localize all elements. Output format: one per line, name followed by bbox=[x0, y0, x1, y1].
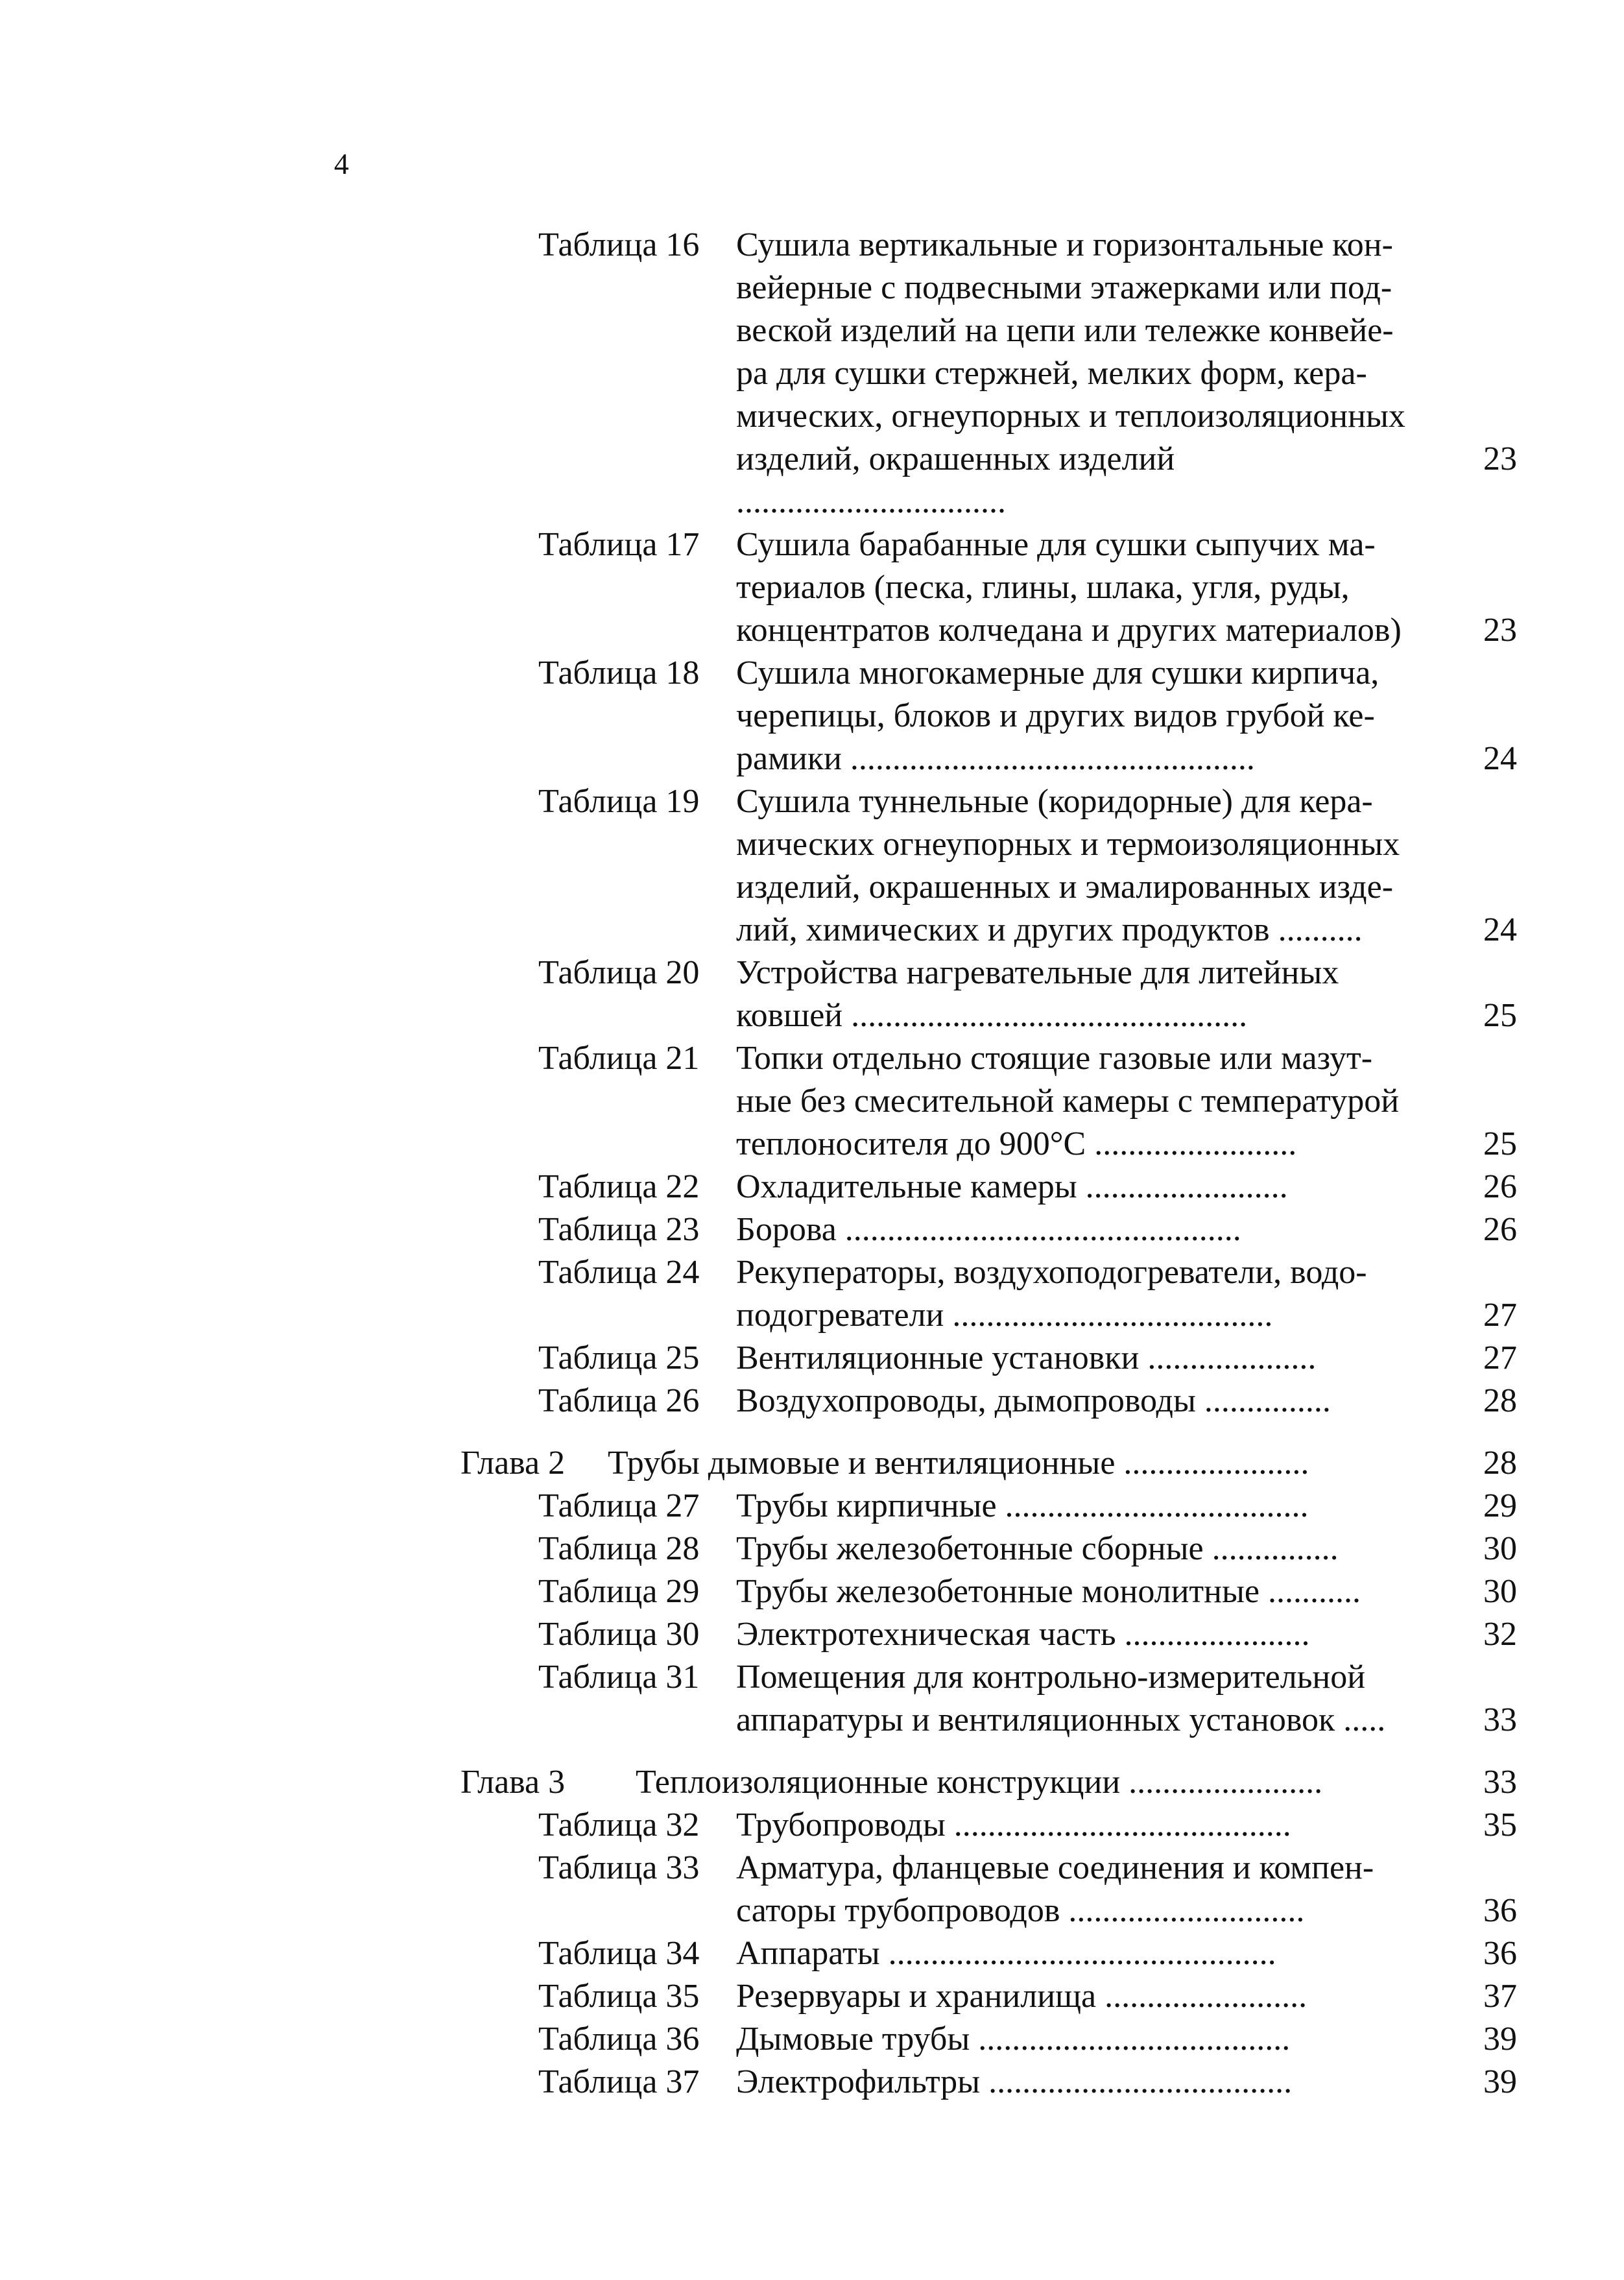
toc-entry-line bbox=[0, 395, 1624, 438]
table-label: Таблица 28 bbox=[538, 1530, 700, 1567]
toc-entry[interactable] bbox=[0, 1528, 1624, 1570]
toc-entry-line bbox=[0, 1251, 1624, 1294]
page-ref: 35 bbox=[1483, 1806, 1517, 1843]
page-ref: 28 bbox=[1483, 1382, 1517, 1419]
page-ref: 23 bbox=[1483, 612, 1517, 649]
entry-title-text: рамики ................................................ bbox=[736, 740, 1255, 777]
page-ref: 33 bbox=[1483, 1701, 1517, 1738]
table-label: Таблица 19 bbox=[538, 783, 700, 820]
chapter-label: Глава 2 bbox=[460, 1445, 566, 1482]
toc-entry-line bbox=[0, 1932, 1624, 1975]
page-ref: 39 bbox=[1483, 2063, 1517, 2100]
entry-title-text: Сушила многокамерные для сушки кирпича, bbox=[736, 654, 1379, 691]
toc-entry-line bbox=[0, 481, 1624, 523]
toc-entry-line bbox=[0, 1037, 1624, 1080]
toc-group-chapter-3-tables bbox=[0, 1804, 1624, 2104]
toc-chapter-3[interactable] bbox=[0, 1761, 1624, 1804]
toc-entry[interactable] bbox=[0, 1037, 1624, 1166]
toc-entry-line bbox=[0, 2061, 1624, 2104]
table-label: Таблица 17 bbox=[538, 526, 700, 563]
toc-group-chapter-1-tables bbox=[0, 224, 1624, 1422]
table-label: Таблица 27 bbox=[538, 1487, 700, 1524]
toc-entry[interactable] bbox=[0, 780, 1624, 952]
page-ref: 27 bbox=[1483, 1297, 1517, 1334]
toc-entry[interactable] bbox=[0, 523, 1624, 652]
toc-entry-line bbox=[0, 1337, 1624, 1380]
toc-entry[interactable] bbox=[0, 1932, 1624, 1975]
toc-entry-line bbox=[0, 1166, 1624, 1208]
entry-title-text: Вентиляционные установки .................... bbox=[736, 1339, 1317, 1376]
toc-entry-line bbox=[0, 2018, 1624, 2061]
table-label: Таблица 36 bbox=[538, 2021, 700, 2058]
page-ref: 39 bbox=[1483, 2021, 1517, 2058]
chapter-label: Глава 3 bbox=[460, 1764, 566, 1801]
entry-title-text: ные без смесительной камеры с температурой bbox=[736, 1083, 1400, 1120]
page-ref: 27 bbox=[1483, 1339, 1517, 1376]
entry-title-text: Борова ............................................... bbox=[736, 1211, 1241, 1248]
entry-title-text: веской изделий на цепи или тележке конвейе- bbox=[736, 312, 1394, 349]
table-label: Таблица 31 bbox=[538, 1659, 700, 1696]
entry-title-text: Электротехническая часть ...................... bbox=[736, 1616, 1310, 1653]
entry-title-text: Сушила вертикальные и горизонтальные кон- bbox=[736, 226, 1393, 263]
page-ref: 26 bbox=[1483, 1211, 1517, 1248]
entry-title-text: Трубы железобетонные сборные ............... bbox=[736, 1530, 1339, 1567]
entry-title-text: изделий, окрашенных и эмалированных изде- bbox=[736, 869, 1394, 906]
toc-entry-line bbox=[0, 1804, 1624, 1847]
entry-title-text: Топки отдельно стоящие газовые или мазут- bbox=[736, 1040, 1373, 1077]
page-ref: 32 bbox=[1483, 1616, 1517, 1653]
toc-entry-line bbox=[0, 1570, 1624, 1613]
toc-entry-line bbox=[0, 438, 1624, 481]
toc-entry-line bbox=[0, 1208, 1624, 1251]
entry-title-text: концентратов колчедана и других материалов) bbox=[736, 612, 1402, 649]
toc-entry-line bbox=[0, 738, 1624, 780]
chapter-title: Теплоизоляционные конструкции ....................... bbox=[636, 1764, 1323, 1801]
toc-entry-line bbox=[0, 1380, 1624, 1422]
table-label: Таблица 29 bbox=[538, 1573, 700, 1610]
toc-entry[interactable] bbox=[0, 1975, 1624, 2018]
toc-entry-line bbox=[0, 224, 1624, 267]
toc-entry[interactable] bbox=[0, 1847, 1624, 1932]
toc-entry-line bbox=[0, 1485, 1624, 1528]
toc-entry-line bbox=[0, 1613, 1624, 1656]
page-ref: 30 bbox=[1483, 1573, 1517, 1610]
table-label: Таблица 32 bbox=[538, 1806, 700, 1843]
table-label: Таблица 16 bbox=[538, 226, 700, 263]
entry-title-text: Трубы кирпичные .................................... bbox=[736, 1487, 1309, 1524]
entry-title-text: Дымовые трубы ..................................... bbox=[736, 2021, 1291, 2058]
toc-entry-line bbox=[0, 652, 1624, 695]
page-ref: 36 bbox=[1483, 1935, 1517, 1972]
chapter-title: Трубы дымовые и вентиляционные ...................... bbox=[608, 1445, 1309, 1482]
page-ref: 24 bbox=[1483, 740, 1517, 777]
entry-title-text: мических, огнеупорных и теплоизоляционных bbox=[736, 398, 1405, 435]
table-label: Таблица 23 bbox=[538, 1211, 700, 1248]
table-label: Таблица 25 bbox=[538, 1339, 700, 1376]
toc-entry-line bbox=[0, 866, 1624, 909]
toc-entry-line bbox=[0, 1123, 1624, 1166]
page-ref: 26 bbox=[1483, 1168, 1517, 1205]
page-ref: 36 bbox=[1483, 1892, 1517, 1929]
entry-title-text: Трубопроводы ........................................ bbox=[736, 1806, 1291, 1843]
entry-title-text: лий, химических и других продуктов .......... bbox=[736, 911, 1363, 948]
entry-title-text: подогреватели ...................................... bbox=[736, 1297, 1273, 1334]
page-ref: 24 bbox=[1483, 911, 1517, 948]
toc-entry[interactable] bbox=[0, 1251, 1624, 1337]
toc-entry-line bbox=[0, 309, 1624, 352]
toc-entry[interactable] bbox=[0, 1613, 1624, 1656]
table-label: Таблица 22 bbox=[538, 1168, 700, 1205]
entry-title-text: Арматура, фланцевые соединения и компен- bbox=[736, 1849, 1374, 1886]
entry-title-text: Сушила барабанные для сушки сыпучих ма- bbox=[736, 526, 1376, 563]
toc-entry[interactable] bbox=[0, 224, 1624, 523]
entry-title-text: ковшей ............................................... bbox=[736, 997, 1248, 1034]
page-ref: 33 bbox=[1483, 1764, 1517, 1801]
entry-title-text: Резервуары и хранилища ........................ bbox=[736, 1978, 1308, 2015]
table-label: Таблица 35 bbox=[538, 1978, 700, 2015]
table-label: Таблица 26 bbox=[538, 1382, 700, 1419]
entry-title-text: Устройства нагревательные для литейных bbox=[736, 954, 1339, 991]
toc-chapter-2[interactable] bbox=[0, 1442, 1624, 1485]
toc-entry[interactable] bbox=[0, 1485, 1624, 1528]
table-label: Таблица 30 bbox=[538, 1616, 700, 1653]
toc-entry[interactable] bbox=[0, 2018, 1624, 2061]
entry-title-text: Рекуператоры, воздухоподогреватели, водо- bbox=[736, 1254, 1367, 1291]
toc-entry-line bbox=[0, 1699, 1624, 1742]
entry-title-text: ................................ bbox=[736, 483, 1006, 520]
page-ref: 29 bbox=[1483, 1487, 1517, 1524]
entry-title-text: теплоносителя до 900°С ........................ bbox=[736, 1125, 1297, 1162]
entry-title-text: черепицы, блоков и других видов грубой ке- bbox=[736, 697, 1375, 734]
toc-entry-line bbox=[0, 267, 1624, 309]
page-ref: 28 bbox=[1483, 1445, 1517, 1482]
toc-entry[interactable] bbox=[0, 1804, 1624, 1847]
toc-entry[interactable] bbox=[0, 1380, 1624, 1422]
toc-entry[interactable] bbox=[0, 1208, 1624, 1251]
entry-title-text: Сушила туннельные (коридорные) для кера- bbox=[736, 783, 1373, 820]
entry-title-text: териалов (песка, глины, шлака, угля, руды, bbox=[736, 569, 1350, 606]
toc-entry-line bbox=[0, 1656, 1624, 1699]
table-label: Таблица 21 bbox=[538, 1040, 700, 1077]
toc-entry-line bbox=[0, 823, 1624, 866]
toc-entry[interactable] bbox=[0, 652, 1624, 780]
entry-title-text: Электрофильтры .................................... bbox=[736, 2063, 1293, 2100]
toc-entry-line bbox=[0, 523, 1624, 566]
entry-title-text: изделий, окрашенных изделий bbox=[736, 440, 1175, 477]
toc-entry-line bbox=[0, 609, 1624, 652]
toc-entry-line bbox=[0, 1080, 1624, 1123]
toc-entry-line bbox=[0, 994, 1624, 1037]
table-label: Таблица 37 bbox=[538, 2063, 700, 2100]
table-label: Таблица 24 bbox=[538, 1254, 700, 1291]
page-ref: 30 bbox=[1483, 1530, 1517, 1567]
toc-entry-line bbox=[0, 1528, 1624, 1570]
table-label: Таблица 34 bbox=[538, 1935, 700, 1972]
toc-entry[interactable] bbox=[0, 952, 1624, 1037]
entry-title-text: Аппараты .............................................. bbox=[736, 1935, 1276, 1972]
table-label: Таблица 20 bbox=[538, 954, 700, 991]
entry-title-text: мических огнеупорных и термоизоляционных bbox=[736, 826, 1400, 863]
toc-entry[interactable] bbox=[0, 1570, 1624, 1613]
page-ref: 23 bbox=[1483, 440, 1517, 477]
toc-entry-line bbox=[0, 1847, 1624, 1890]
toc-entry[interactable] bbox=[0, 1337, 1624, 1380]
entry-title-text: вейерные с подвесными этажерками или под- bbox=[736, 269, 1392, 306]
toc-entry-line bbox=[0, 780, 1624, 823]
toc-group-chapter-2-tables bbox=[0, 1485, 1624, 1742]
toc-entry[interactable] bbox=[0, 1166, 1624, 1208]
entry-title-text: Трубы железобетонные монолитные ........... bbox=[736, 1573, 1361, 1610]
page-ref: 37 bbox=[1483, 1978, 1517, 2015]
entry-title-text: Охладительные камеры ........................ bbox=[736, 1168, 1288, 1205]
toc-entry-line bbox=[0, 1890, 1624, 1932]
table-label: Таблица 33 bbox=[538, 1849, 700, 1886]
entry-title-text: Воздухопроводы, дымопроводы ............... bbox=[736, 1382, 1331, 1419]
toc-entry-line bbox=[0, 695, 1624, 738]
toc-entry-line bbox=[0, 909, 1624, 952]
toc-entry-line bbox=[0, 566, 1624, 609]
toc-entry-line bbox=[0, 352, 1624, 395]
table-label: Таблица 18 bbox=[538, 654, 700, 691]
toc-entry-line bbox=[0, 952, 1624, 994]
page-number: 4 bbox=[334, 147, 349, 180]
entry-title-text: аппаратуры и вентиляционных установок ..... bbox=[736, 1701, 1386, 1738]
entry-title-text: Помещения для контрольно-измерительной bbox=[736, 1659, 1366, 1696]
entry-title-text: саторы трубопроводов ............................ bbox=[736, 1892, 1305, 1929]
toc-entry[interactable] bbox=[0, 2061, 1624, 2104]
toc-entry[interactable] bbox=[0, 1656, 1624, 1742]
toc-entry-line bbox=[0, 1975, 1624, 2018]
table-of-contents bbox=[0, 224, 1624, 2104]
page-ref: 25 bbox=[1483, 997, 1517, 1034]
page-ref: 25 bbox=[1483, 1125, 1517, 1162]
entry-title-text: ра для сушки стержней, мелких форм, кера- bbox=[736, 355, 1367, 392]
toc-entry-line bbox=[0, 1294, 1624, 1337]
